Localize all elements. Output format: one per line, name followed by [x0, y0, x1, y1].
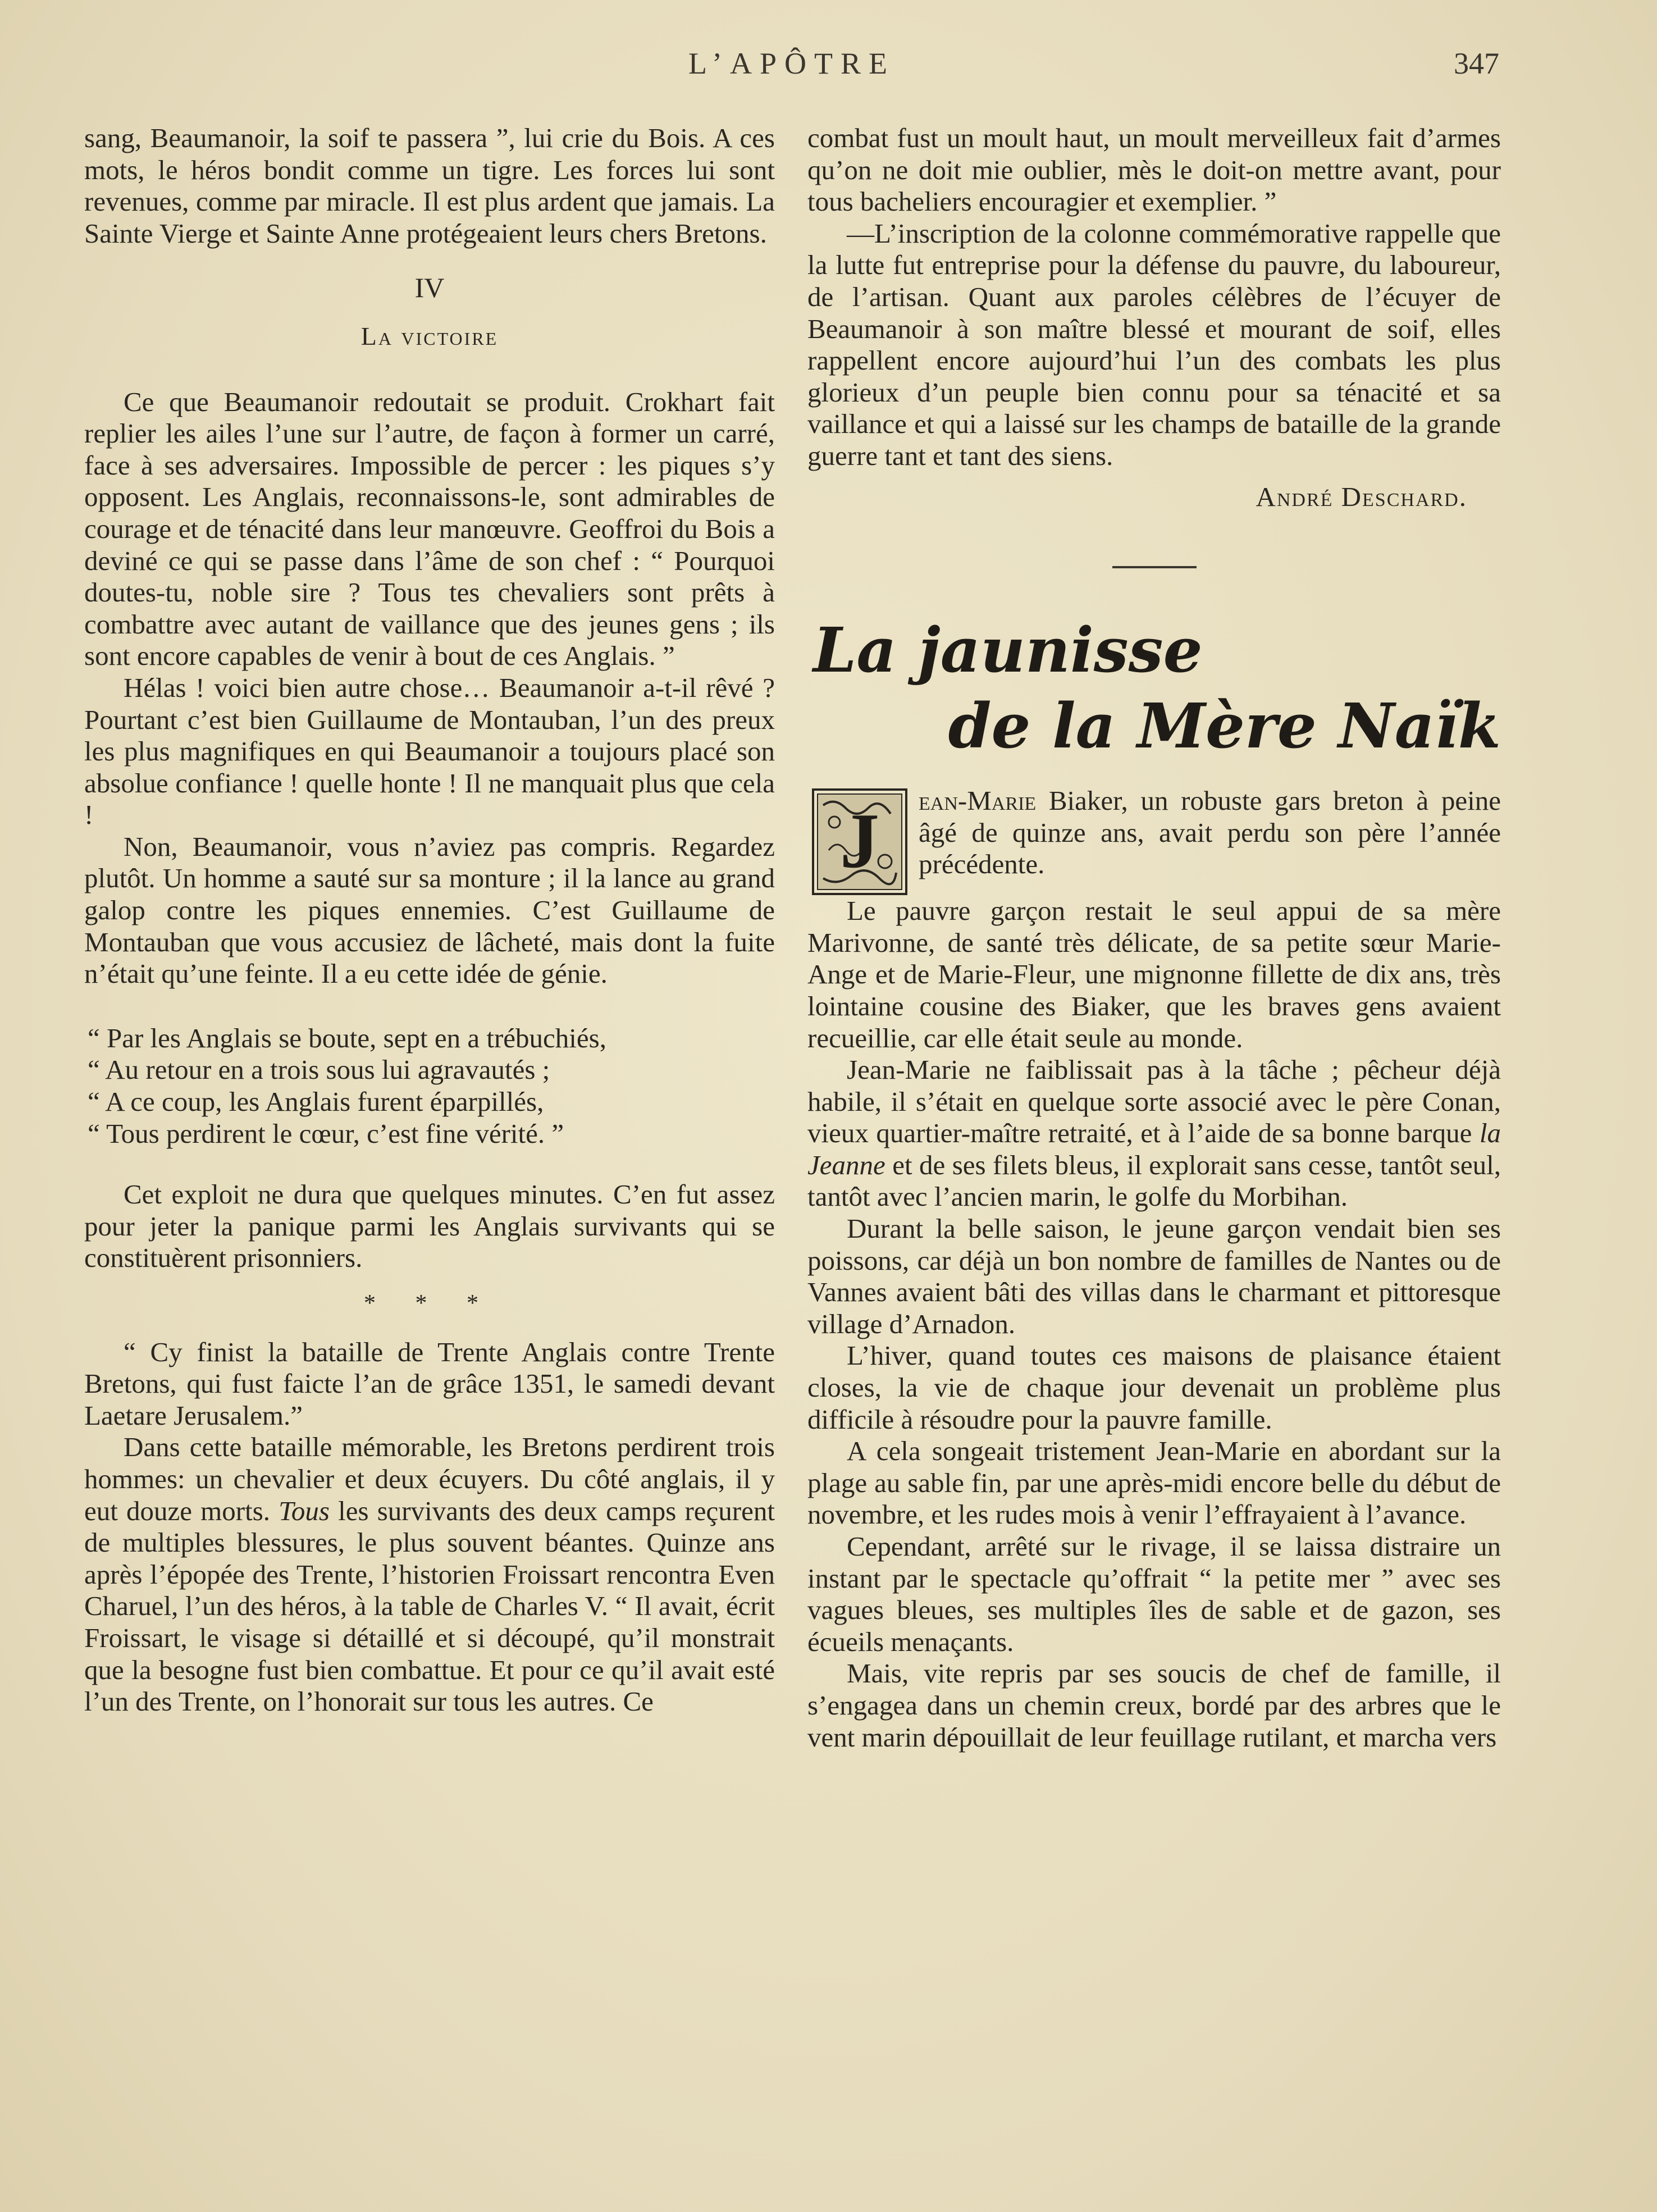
ornamental-dropcap: [812, 788, 907, 895]
left-column: [84, 122, 775, 1718]
text-run: Biaker, un robuste gars breton à peine âgé de quinze ans, avait perdu son père l’année précédente.: [919, 785, 1501, 880]
dropcap-ornament-icon: [812, 788, 907, 895]
paragraph: Hélas ! voici bien autre chose… Beaumanoir a-t-il rêvé ? Pourtant c’est bien Guillaume de Montauban, l’un des preux les plus magnifiques en qui Beaumanoir a toujours placé son absolue confiance ! quelle honte ! Il ne manquait plus que cela !: [84, 672, 775, 831]
signature-last-name: Deschard.: [1341, 481, 1467, 512]
verse-line: “ Par les Anglais se boute, sept en a trébuchiés,: [88, 1022, 606, 1053]
signature-first-name: André: [1256, 481, 1334, 512]
text-run: les survivants des deux camps reçurent de multiples blessures, le plus souvent béantes. Quinze ans après l’épopée des Trente, l’historien Froissart rencontra Even Charuel, l’un des héros, à la table de Charles V. “ Il avait, écrit Froissart, le visage si détaillé et si découpé, qu’il monstrait que la besogne fust bien combattue. Et pour ce qu’il avait esté l’un des Trente, on l’honorait sur tous les autres. Ce: [84, 1495, 775, 1717]
paragraph: [84, 1431, 775, 1717]
quote-paragraph: “ Cy finist la bataille de Trente Anglais contre Trente Bretons, qui fust faicte l’an de grâce 1351, le samedi devant Laetare Jerusalem.”: [84, 1336, 775, 1431]
opening-smallcaps: ean-Marie: [919, 785, 1037, 817]
text-run: et de ses filets bleus, il explorait sans cesse, tantôt seul, tantôt avec l’ancien marin, le golfe du Morbihan.: [807, 1149, 1501, 1212]
paragraph: Non, Beaumanoir, vous n’aviez pas compris. Regardez plutôt. Un homme a sauté sur sa monture ; il la lance au grand galop contre les piques ennemies. C’est Guillaume de Montauban que vous accusiez de lâcheté, mais dont la fuite n’était qu’une feinte. Il a eu cette idée de génie.: [84, 831, 775, 989]
text-run: Dans cette bataille mémorable, les Bretons perdirent trois hommes: un chevalier et deux écuyers. Du côté anglais, il y eut douze morts.: [84, 1431, 775, 1526]
section-title: La victoire: [360, 321, 499, 350]
emphasis-text: Tous: [279, 1495, 330, 1526]
paragraph: Mais, vite repris par ses soucis de chef de famille, il s’engagea dans un chemin creux, bordé par des arbres que le vent marin dépouillait de leur feuillage rutilant, et marcha vers: [807, 1658, 1501, 1753]
paragraph: sang, Beaumanoir, la soif te passera ”, lui crie du Bois. A ces mots, le héros bondit comme un tigre. Les forces lui sont revenues, comme par miracle. Il est plus ardent que jamais. La Sainte Vierge et Sainte Anne protégeaient leurs chers Bretons.: [84, 122, 775, 249]
paragraph: Durant la belle saison, le jeune garçon vendait bien ses poissons, car déjà un bon nombre de familles de Nantes ou de Vannes avaient bâti des villas dans le charmant et pittoresque village d’Arnadon.: [807, 1213, 1501, 1339]
verse-line: “ A ce coup, les Anglais furent éparpillés,: [88, 1086, 544, 1118]
article-divider: [1112, 566, 1197, 568]
section-separator-stars: * * *: [364, 1290, 495, 1316]
paragraph: combat fust un moult haut, un moult merveilleux fait d’armes qu’on ne doit mie oublier, mès le doit-on mettre avant, pour tous bacheliers encouragier et exemplier. ”: [807, 122, 1501, 217]
paragraph: A cela songeait tristement Jean-Marie en abordant sur la plage au sable fin, par une après-midi encore belle du début de novembre, et les rudes mois à venir l’effrayaient à l’avance.: [807, 1435, 1501, 1530]
section-number: IV: [414, 272, 445, 304]
paragraph: Le pauvre garçon restait le seul appui de sa mère Marivonne, de santé très délicate, de sa petite sœur Marie-Ange et de Marie-Fleur, une mignonne fillette de dix ans, très lointaine cousine des Biaker, que les braves gens avaient recueillie, car elle était seule au monde.: [807, 895, 1501, 1053]
paragraph: Cependant, arrêté sur le rivage, il se laissa distraire un instant par le spectacle qu’offrait “ la petite mer ” avec ses vagues bleues, ses multiples îles de sable et de gazon, ses écueils menaçants.: [807, 1531, 1501, 1657]
text-run: Jean-Marie ne faiblissait pas à la tâche ; pêcheur déjà habile, il s’était en quelque sorte associé avec le père Conan, vieux quartier-maître retraité, et à l’aide de sa bonne barque: [807, 1054, 1501, 1149]
article-title-line-2: de la Mère Naïk: [948, 690, 1501, 763]
page-header: [84, 46, 1499, 91]
paragraph: L’hiver, quand toutes ces maisons de plaisance étaient closes, la vie de chaque jour devenait un problème plus difficile à résoudre pour la pauvre famille.: [807, 1340, 1501, 1435]
boat-name: la Jeanne: [807, 1118, 1501, 1180]
page-number: 347: [1454, 47, 1499, 80]
paragraph: [807, 785, 1501, 881]
dropcap-letter: J: [840, 797, 879, 885]
verse-line: “ Au retour en a trois sous lui agravautés ;: [88, 1054, 550, 1086]
paragraph: Ce que Beaumanoir redoutait se produit. Crokhart fait replier les ailes l’une sur l’autre, de façon à former un carré, face à ses adversaires. Impossible de percer : les piques s’y opposent. Les Anglais, reconnaissons-le, sont admirables de courage et de ténacité dans leur manœuvre. Geoffroi du Bois a deviné ce qui se passe dans l’âme de son chef : “ Pourquoi doutes-tu, noble sire ? Tous tes chevaliers sont prêts à combattre avec autant de vaillance que des jeunes gens ; ils sont encore capables de venir à bout de ces Anglais. ”: [84, 386, 775, 672]
right-column: [807, 122, 1501, 1753]
article-title-line-1: La jaunisse: [813, 614, 1203, 687]
verse-line: “ Tous perdirent le cœur, c’est fine vérité. ”: [88, 1118, 564, 1149]
running-title: L’APÔTRE: [688, 47, 896, 80]
article-body: [807, 785, 1501, 1753]
author-signature: [807, 481, 1501, 513]
paragraph: —L’inscription de la colonne commémorative rappelle que la lutte fut entreprise pour la défense du pauvre, du laboureur, de l’artisan. Quant aux paroles célèbres de l’écuyer de Beaumanoir à son maître blessé et mourant de soif, elles rappellent encore aujourd’hui l’un des combats les plus glorieux d’un peuple bien connu pour sa ténacité et sa vaillance et qui a laissé sur les champs de bataille de la grande guerre tant et tant des siens.: [807, 217, 1501, 471]
verse-quote: [84, 1023, 775, 1150]
paragraph: [807, 1054, 1501, 1213]
article-title: [807, 612, 1501, 764]
paragraph: Cet exploit ne dura que quelques minutes. C’en fut assez pour jeter la panique parmi les Anglais survivants qui se constituèrent prisonniers.: [84, 1179, 775, 1274]
